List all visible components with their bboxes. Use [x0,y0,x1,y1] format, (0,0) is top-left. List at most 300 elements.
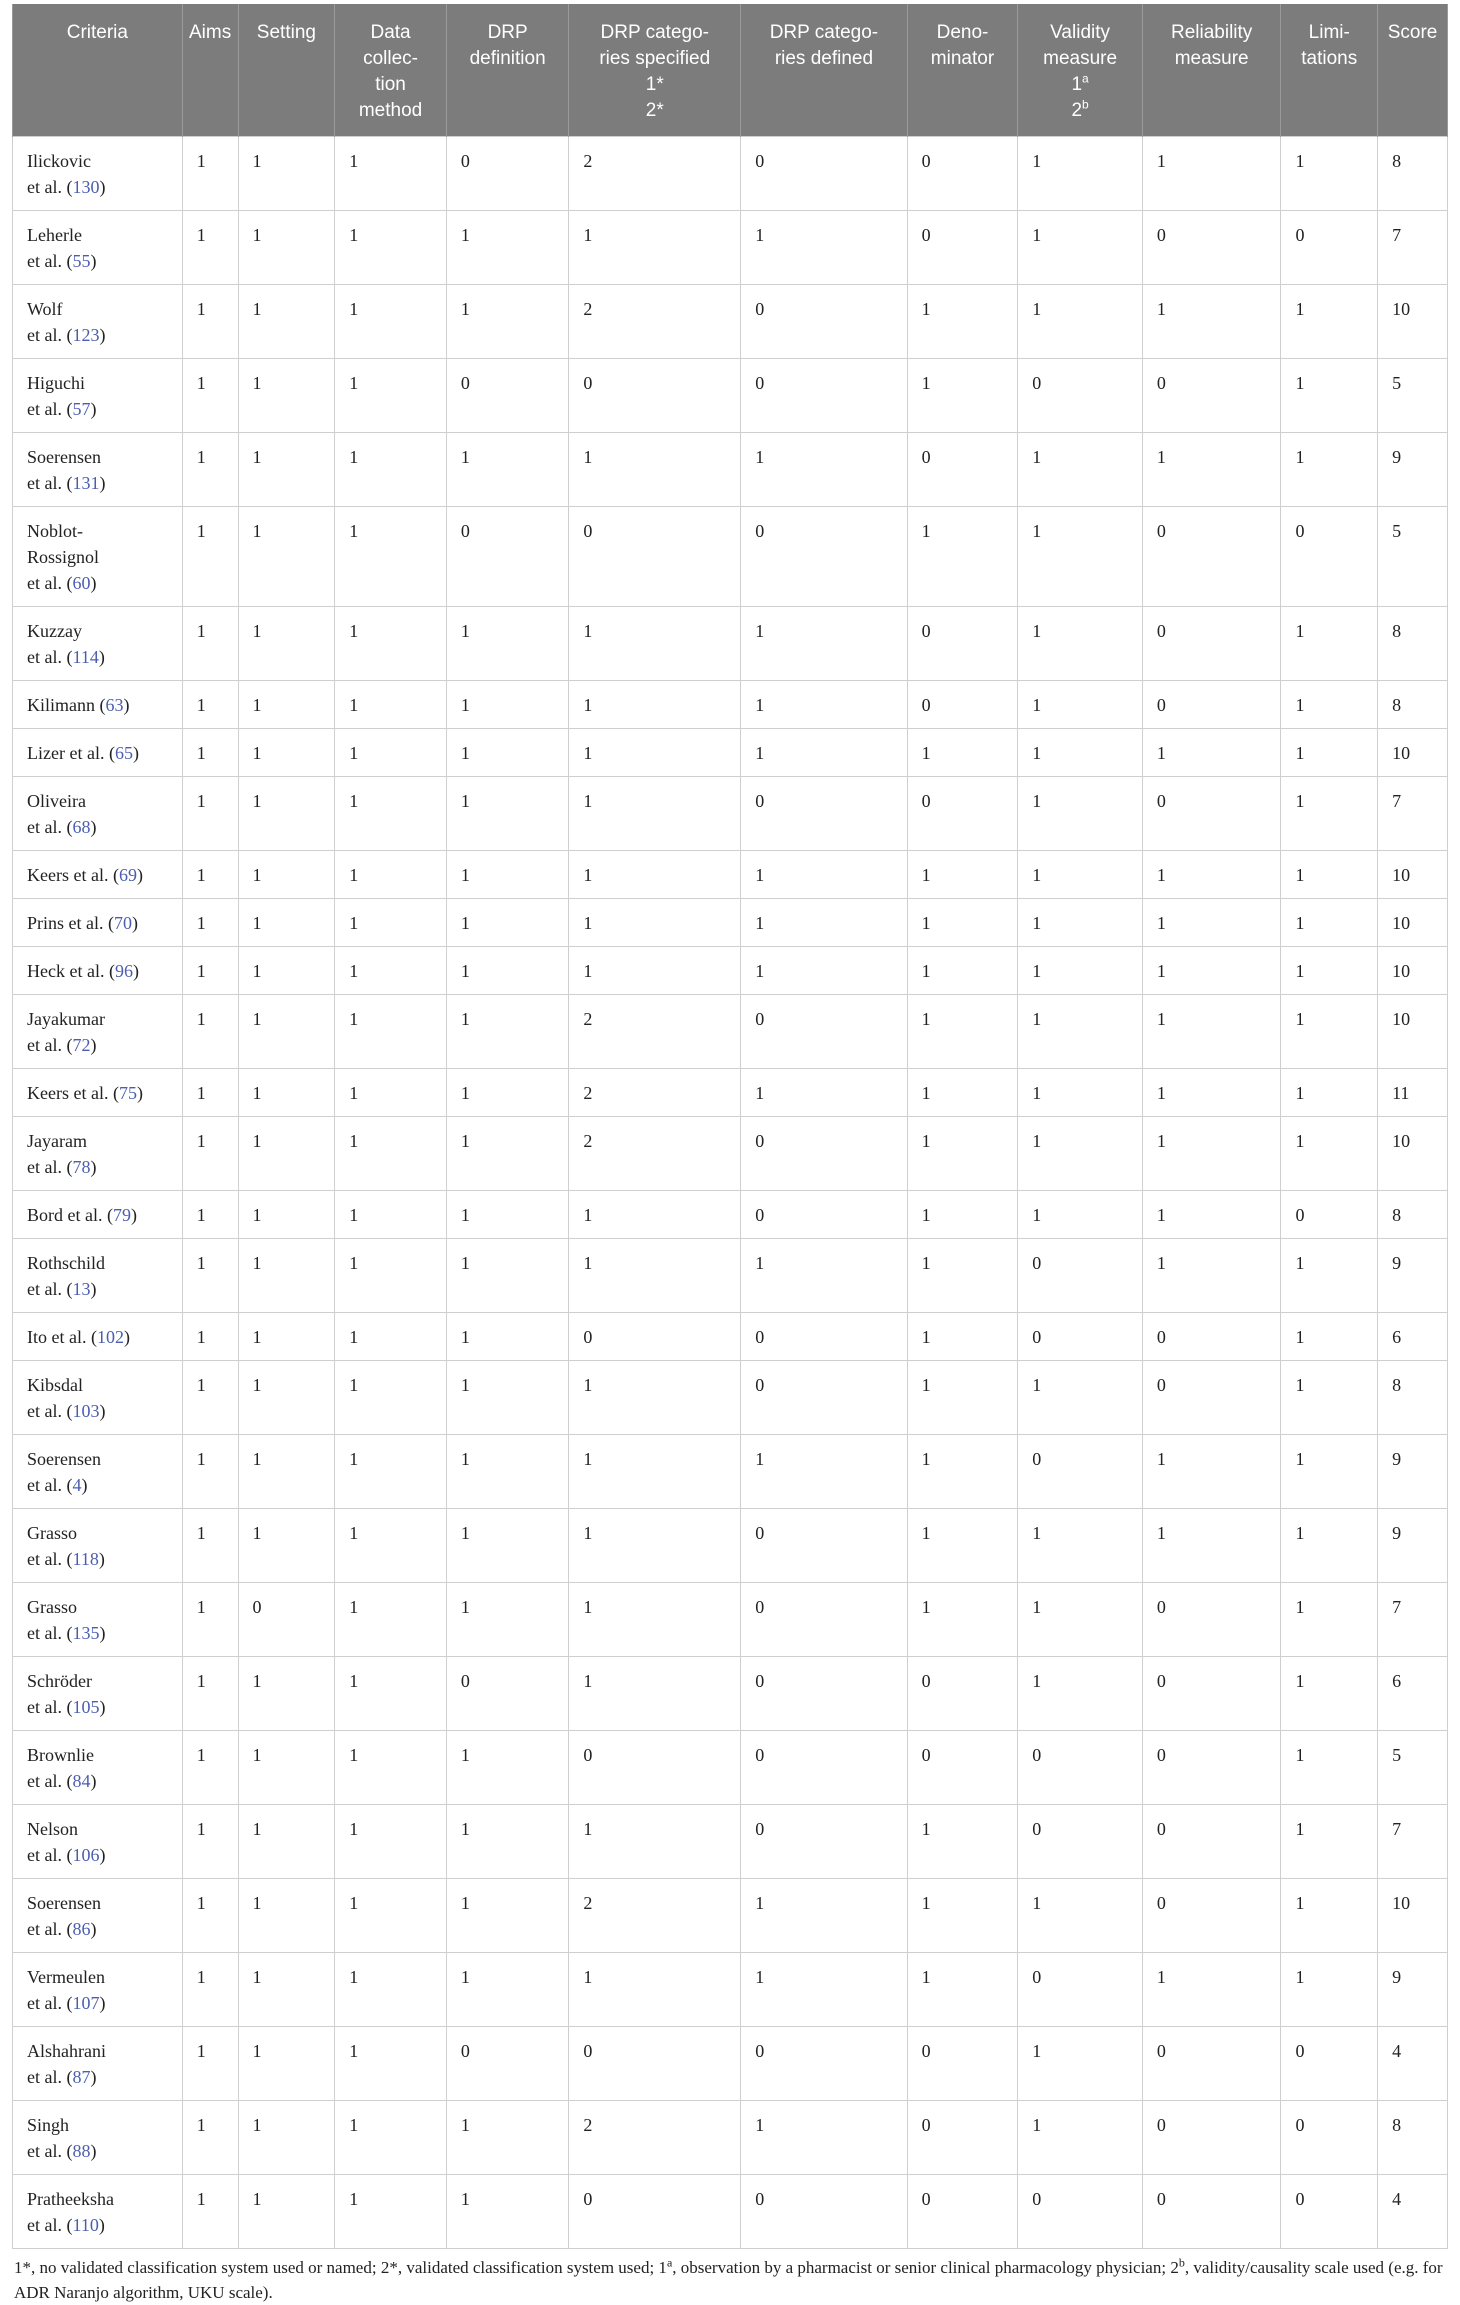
study-citation-cell [13,1191,183,1239]
score-cell: 1 [1142,1117,1281,1191]
study-name-text: Leherle [27,225,82,245]
reference-link[interactable]: 78 [72,1157,91,1177]
score-cell: 1 [335,359,447,433]
score-cell: 1 [182,947,238,995]
score-cell: 1 [1018,1117,1143,1191]
score-cell: 1 [335,1509,447,1583]
reference-link[interactable]: 57 [72,399,91,419]
study-citation-cell [13,433,183,507]
score-cell: 1 [569,1361,741,1435]
study-name-text: et al. ( [27,325,73,345]
score-cell: 11 [1378,1069,1448,1117]
score-cell: 0 [1142,1731,1281,1805]
study-name-text: Schröder [27,1671,92,1691]
study-citation-cell [13,1731,183,1805]
study-name-text: Singh [27,2115,70,2135]
score-cell: 1 [1281,1239,1378,1313]
score-cell: 1 [182,2027,238,2101]
reference-close-paren: ) [98,2215,105,2235]
study-name-text: Ito et al. ( [27,1327,97,1347]
score-cell: 0 [446,2027,568,2101]
score-cell: 1 [1142,1069,1281,1117]
score-cell: 1 [1281,1509,1378,1583]
table-row [13,2175,1448,2249]
score-cell: 1 [1018,285,1143,359]
score-cell: 1 [741,2101,907,2175]
score-cell: 1 [907,1805,1018,1879]
score-cell: 1 [741,681,907,729]
score-cell: 2 [569,1117,741,1191]
score-cell: 1 [1018,137,1143,211]
score-cell: 1 [1018,607,1143,681]
score-cell: 1 [446,851,568,899]
score-cell: 0 [741,137,907,211]
score-cell: 0 [741,1657,907,1731]
table-row [13,1509,1448,1583]
table-row [13,1069,1448,1117]
study-name-text: Jayakumar [27,1009,105,1029]
study-citation-cell [13,851,183,899]
score-cell: 0 [907,2175,1018,2249]
table-row [13,1239,1448,1313]
study-name-text: et al. ( [27,1279,73,1299]
score-cell: 0 [1018,1313,1143,1361]
score-cell: 1 [1018,1879,1143,1953]
score-cell: 1 [569,1805,741,1879]
table-row [13,851,1448,899]
score-cell: 1 [238,1117,335,1191]
score-cell: 0 [1281,2027,1378,2101]
score-cell: 1 [335,1583,447,1657]
score-cell: 1 [907,1361,1018,1435]
score-cell: 1 [238,1953,335,2027]
reference-link[interactable]: 87 [72,2067,91,2087]
study-name-text: Nelson [27,1819,78,1839]
reference-link[interactable]: 86 [72,1919,91,1939]
reference-close-paren: ) [132,913,138,933]
score-cell: 1 [182,1953,238,2027]
reference-link[interactable]: 13 [72,1279,91,1299]
study-citation-cell [13,1953,183,2027]
score-cell: 1 [238,681,335,729]
score-cell: 8 [1378,607,1448,681]
score-cell: 0 [907,1731,1018,1805]
header-data-collection-method: Data collec- tion method [335,4,447,137]
score-cell: 1 [907,1191,1018,1239]
score-cell: 1 [1142,1435,1281,1509]
score-cell: 1 [182,359,238,433]
reference-close-paren: ) [90,251,97,271]
score-cell: 1 [741,1239,907,1313]
reference-link[interactable]: 103 [72,1401,100,1421]
score-cell: 1 [182,681,238,729]
score-cell: 1 [446,1805,568,1879]
study-citation-cell [13,1509,183,1583]
score-cell: 1 [238,507,335,607]
reference-link[interactable]: 123 [72,325,100,345]
table-row [13,947,1448,995]
score-cell: 0 [907,2101,1018,2175]
score-cell: 0 [1142,1361,1281,1435]
score-cell: 0 [741,359,907,433]
score-cell: 6 [1378,1657,1448,1731]
study-name-text: Vermeulen [27,1967,105,1987]
score-cell: 0 [446,359,568,433]
score-cell: 1 [1142,137,1281,211]
reference-close-paren: ) [90,1035,97,1055]
reference-close-paren: ) [99,1401,106,1421]
table-container [12,4,1448,2305]
score-cell: 1 [569,777,741,851]
study-name-text: Grasso [27,1523,77,1543]
reference-close-paren: ) [98,647,105,667]
score-cell: 1 [1142,947,1281,995]
study-name-text: Rothschild [27,1253,106,1273]
score-cell: 0 [1142,1657,1281,1731]
score-cell: 1 [1281,1117,1378,1191]
reference-link[interactable]: 135 [72,1623,100,1643]
score-cell: 0 [907,1657,1018,1731]
study-name-text: et al. ( [27,1623,73,1643]
table-row [13,1313,1448,1361]
study-citation-cell [13,359,183,433]
study-name-text: et al. ( [27,573,73,593]
score-cell: 0 [1018,1239,1143,1313]
study-name-text: et al. ( [27,251,73,271]
score-cell: 1 [1281,1731,1378,1805]
score-cell: 0 [1142,607,1281,681]
score-cell: 0 [1142,1313,1281,1361]
table-row [13,995,1448,1069]
study-name-text: Alshahrani [27,2041,106,2061]
table-footnote: 1*, no validated classification system used or named; 2*, validated classification system used; 1$^a$, observation by a pharmacist or senior clinical pharmacology physician; 2$^b$, validity/causality scale used (e.g. for ADR Naranjo algorithm, UKU scale). [14,2255,1443,2302]
reference-link[interactable]: 4 [72,1475,82,1495]
study-citation-cell [13,1117,183,1191]
study-name-text: Kibsdal [27,1375,83,1395]
score-cell: 1 [238,995,335,1069]
reference-close-paren: ) [90,1919,97,1939]
score-cell: 1 [1018,947,1143,995]
reference-close-paren: ) [90,1771,97,1791]
score-cell: 1 [1142,1509,1281,1583]
score-cell: 1 [238,851,335,899]
reference-link[interactable]: 96 [114,961,133,981]
study-citation-cell [13,777,183,851]
score-cell: 1 [238,137,335,211]
score-cell: 1 [446,211,568,285]
study-name-text: et al. ( [27,1919,73,1939]
reference-close-paren: ) [90,2067,97,2087]
score-cell: 1 [182,1069,238,1117]
table-row [13,777,1448,851]
study-name-text: Soerensen [27,1449,101,1469]
score-cell: 1 [335,137,447,211]
score-cell: 1 [238,1191,335,1239]
study-name-text: Wolf [27,299,63,319]
score-cell: 1 [1281,777,1378,851]
score-cell: 1 [446,2101,568,2175]
reference-link[interactable]: 68 [72,817,91,837]
reference-link[interactable]: 114 [72,647,99,667]
study-name-text: et al. ( [27,2067,73,2087]
score-cell: 1 [1142,1191,1281,1239]
reference-close-paren: ) [90,817,97,837]
table-row [13,507,1448,607]
score-cell: 10 [1378,995,1448,1069]
study-citation-cell [13,947,183,995]
reference-link[interactable]: 84 [72,1771,91,1791]
study-name-text: et al. ( [27,1475,73,1495]
table-row [13,1657,1448,1731]
score-cell: 1 [907,359,1018,433]
score-cell: 1 [907,729,1018,777]
reference-close-paren: ) [123,695,130,715]
header-denominator: Deno- minator [907,4,1018,137]
score-cell: 1 [238,947,335,995]
score-cell: 0 [741,285,907,359]
score-cell: 1 [741,729,907,777]
score-cell: 1 [741,851,907,899]
study-name-text: et al. ( [27,1157,73,1177]
score-cell: 0 [741,1583,907,1657]
score-cell: 1 [238,1805,335,1879]
score-cell: 5 [1378,507,1448,607]
score-cell: 0 [238,1583,335,1657]
score-cell: 1 [1142,899,1281,947]
score-cell: 1 [1281,285,1378,359]
reference-link[interactable]: 130 [72,177,100,197]
score-cell: 1 [1018,1361,1143,1435]
score-cell: 1 [182,1435,238,1509]
score-cell: 0 [907,433,1018,507]
score-cell: 1 [1281,681,1378,729]
score-cell: 1 [569,607,741,681]
study-name-text: et al. ( [27,2141,73,2161]
study-name-text: Heck et al. ( [27,961,115,981]
score-cell: 0 [569,2175,741,2249]
score-cell: 0 [569,1731,741,1805]
score-cell: 1 [182,899,238,947]
reference-link[interactable]: 69 [118,865,137,885]
study-name-text: Keers et al. ( [27,1083,119,1103]
score-cell: 0 [907,681,1018,729]
study-name-text: Kilimann ( [27,695,106,715]
score-cell: 1 [182,507,238,607]
reference-close-paren: ) [130,1205,137,1225]
score-cell: 1 [569,1435,741,1509]
reference-link[interactable]: 106 [72,1845,100,1865]
score-cell: 0 [1142,1583,1281,1657]
reference-link[interactable]: 65 [114,743,133,763]
score-cell: 1 [446,1361,568,1435]
score-cell: 1 [335,1731,447,1805]
table-row [13,1361,1448,1435]
score-cell: 1 [182,607,238,681]
score-cell: 0 [1018,2175,1143,2249]
study-name-text: et al. ( [27,2215,73,2235]
score-cell: 0 [569,1313,741,1361]
reference-link[interactable]: 55 [72,251,91,271]
score-cell: 1 [1281,1435,1378,1509]
score-cell: 1 [335,507,447,607]
score-cell: 2 [569,285,741,359]
table-row [13,1435,1448,1509]
score-cell: 1 [1018,2101,1143,2175]
score-cell: 1 [238,777,335,851]
score-cell: 1 [238,2027,335,2101]
score-cell: 1 [569,1239,741,1313]
score-cell: 1 [1281,995,1378,1069]
reference-link[interactable]: 79 [112,1205,131,1225]
table-row [13,1879,1448,1953]
score-cell: 1 [741,433,907,507]
score-cell: 0 [1281,2175,1378,2249]
score-cell: 0 [1018,359,1143,433]
reference-link[interactable]: 88 [72,2141,91,2161]
score-cell: 0 [1281,507,1378,607]
table-row [13,681,1448,729]
score-cell: 1 [1281,1069,1378,1117]
score-cell: 1 [1281,1879,1378,1953]
score-cell: 1 [182,1313,238,1361]
study-name-text: Bord et al. ( [27,1205,113,1225]
score-cell: 1 [182,137,238,211]
reference-link[interactable]: 72 [72,1035,91,1055]
score-cell: 1 [182,433,238,507]
score-cell: 9 [1378,1509,1448,1583]
score-cell: 1 [907,995,1018,1069]
score-cell: 1 [238,899,335,947]
score-cell: 0 [1018,1953,1143,2027]
score-cell: 0 [741,1805,907,1879]
reference-link[interactable]: 70 [114,913,132,933]
score-cell: 1 [569,729,741,777]
study-citation-cell [13,1805,183,1879]
score-cell: 1 [1281,433,1378,507]
score-cell: 8 [1378,2101,1448,2175]
score-cell: 0 [741,777,907,851]
score-cell: 1 [446,1731,568,1805]
reference-link[interactable]: 118 [72,1549,99,1569]
score-cell: 0 [1142,211,1281,285]
reference-close-paren: ) [90,399,97,419]
score-cell: 1 [569,681,741,729]
reference-link[interactable]: 102 [96,1327,124,1347]
reference-link[interactable]: 63 [105,695,124,715]
score-cell: 1 [238,211,335,285]
reference-close-paren: ) [136,865,143,885]
score-cell: 0 [1142,359,1281,433]
study-citation-cell [13,1239,183,1313]
score-cell: 1 [907,1435,1018,1509]
score-cell: 1 [907,285,1018,359]
score-cell: 7 [1378,777,1448,851]
reference-link[interactable]: 107 [72,1993,100,2013]
header-aims: Aims [182,4,238,137]
score-cell: 1 [569,1583,741,1657]
score-cell: 9 [1378,1435,1448,1509]
score-cell: 1 [446,1191,568,1239]
reference-close-paren: ) [99,325,106,345]
score-cell: 10 [1378,1117,1448,1191]
score-cell: 1 [907,507,1018,607]
score-cell: 0 [741,507,907,607]
score-cell: 4 [1378,2027,1448,2101]
score-cell: 1 [335,851,447,899]
score-cell: 0 [1142,507,1281,607]
quality-assessment-table [12,4,1448,2249]
score-cell: 10 [1378,851,1448,899]
study-name-text: et al. ( [27,473,73,493]
score-cell: 0 [1281,1191,1378,1239]
reference-close-paren: ) [99,1993,106,2013]
score-cell: 0 [741,1731,907,1805]
reference-close-paren: ) [132,961,139,981]
table-row [13,1731,1448,1805]
score-cell: 2 [569,995,741,1069]
score-cell: 1 [1281,1361,1378,1435]
score-cell: 1 [1018,777,1143,851]
reference-close-paren: ) [132,743,139,763]
study-name-text: Soerensen [27,1893,101,1913]
score-cell: 1 [1018,851,1143,899]
score-cell: 1 [335,2027,447,2101]
study-name-text: et al. ( [27,1401,73,1421]
score-cell: 1 [1281,1583,1378,1657]
reference-link[interactable]: 105 [72,1697,100,1717]
reference-link[interactable]: 110 [72,2215,99,2235]
score-cell: 1 [182,851,238,899]
score-cell: 1 [446,1509,568,1583]
score-cell: 4 [1378,2175,1448,2249]
score-cell: 1 [182,1657,238,1731]
reference-link[interactable]: 75 [118,1083,137,1103]
score-cell: 9 [1378,433,1448,507]
table-row [13,2027,1448,2101]
study-name-text: et al. ( [27,1771,73,1791]
score-cell: 1 [569,947,741,995]
score-cell: 1 [446,2175,568,2249]
score-cell: 1 [182,1117,238,1191]
header-drp-definition: DRP definition [446,4,568,137]
table-row [13,1953,1448,2027]
score-cell: 1 [1018,211,1143,285]
study-name-text: et al. ( [27,647,73,667]
study-citation-cell [13,1657,183,1731]
score-cell: 1 [335,1953,447,2027]
score-cell: 1 [335,1805,447,1879]
table-row [13,607,1448,681]
score-cell: 10 [1378,729,1448,777]
score-cell: 0 [741,1509,907,1583]
score-cell: 8 [1378,681,1448,729]
score-cell: 1 [1018,1509,1143,1583]
score-cell: 1 [335,2101,447,2175]
study-citation-cell [13,1583,183,1657]
table-row [13,2101,1448,2175]
score-cell: 1 [1281,1313,1378,1361]
score-cell: 10 [1378,947,1448,995]
study-name-text: Grasso [27,1597,77,1617]
score-cell: 1 [335,2175,447,2249]
score-cell: 0 [741,995,907,1069]
reference-close-paren: ) [90,573,97,593]
reference-link[interactable]: 131 [72,473,100,493]
study-name-text: Jayaram [27,1131,87,1151]
reference-link[interactable]: 60 [72,573,91,593]
score-cell: 1 [741,607,907,681]
score-cell: 1 [182,995,238,1069]
